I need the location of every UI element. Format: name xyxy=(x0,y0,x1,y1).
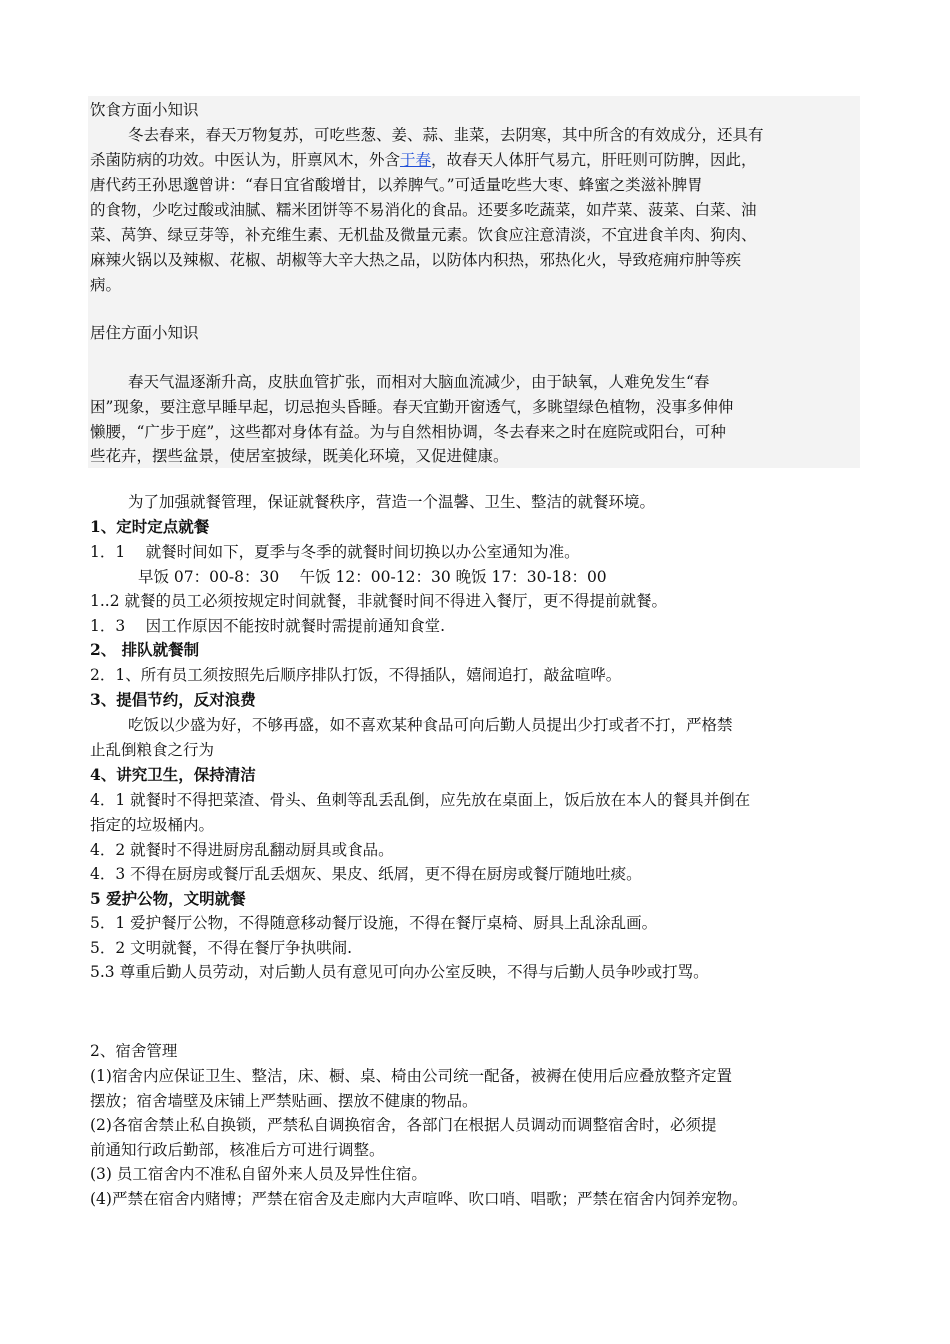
diet-line-4: 的食物，少吃过酸或油腻、糯米团饼等不易消化的食品。还要多吃蔬菜，如芹菜、菠菜、白菜、油 xyxy=(90,201,757,219)
dining-item-4-1a: 4．1 就餐时不得把菜渣、骨头、鱼刺等乱丢乱倒，应先放在桌面上，饭后放在本人的餐具并倒在 xyxy=(90,791,751,809)
spring-link[interactable]: 于春 xyxy=(400,151,432,169)
dining-heading-2: 2、 排队就餐制 xyxy=(90,640,200,659)
diet-line-7: 病。 xyxy=(90,276,122,294)
dining-heading-4: 4、讲究卫生，保持清洁 xyxy=(90,765,256,784)
dining-heading-3: 3、提倡节约，反对浪费 xyxy=(90,690,256,709)
dining-item-1-3: 1．3 因工作原因不能按时就餐时需提前通知食堂. xyxy=(90,617,446,635)
diet-title: 饮食方面小知识 xyxy=(90,101,199,119)
dining-para-3a: 吃饭以少盛为好，不够再盛，如不喜欢某种食品可向后勤人员提出少打或者不打，严格禁 xyxy=(128,716,733,734)
dining-item-5-3: 5.3 尊重后勤人员劳动，对后勤人员有意见可向办公室反映，不得与后勤人员争吵或打骂。 xyxy=(90,963,709,981)
dining-item-4-3: 4．3 不得在厨房或餐厅乱丢烟灰、果皮、纸屑，更不得在厨房或餐厅随地吐痰。 xyxy=(90,865,642,883)
dorm-rule-4: (4)严禁在宿舍内赌博；严禁在宿舍及走廊内大声喧哗、吹口哨、唱歌；严禁在宿舍内饲养宠物。 xyxy=(90,1190,748,1208)
living-line-1: 春天气温逐渐升高，皮肤血管扩张，而相对大脑血流减少，由于缺氧，人难免发生“春 xyxy=(128,373,710,391)
living-line-3: 懒腰，“广步于庭”，这些都对身体有益。为与自然相协调，冬去春来之时在庭院或阳台，可种 xyxy=(90,423,726,441)
living-line-4: 些花卉，摆些盆景，使居室披绿，既美化环境，又促进健康。 xyxy=(90,447,509,465)
dorm-rule-1b: 摆放；宿舍墙壁及床铺上严禁贴画、摆放不健康的物品。 xyxy=(90,1092,478,1110)
dining-item-4-2: 4．2 就餐时不得进厨房乱翻动厨具或食品。 xyxy=(90,841,394,859)
living-title: 居住方面小知识 xyxy=(90,324,199,342)
dining-heading-1: 1、定时定点就餐 xyxy=(90,517,210,536)
dining-item-5-1: 5．1 爱护餐厅公物，不得随意移动餐厅设施，不得在餐厅桌椅、厨具上乱涂乱画。 xyxy=(90,914,658,932)
dorm-title: 2、宿舍管理 xyxy=(90,1042,178,1060)
dorm-rule-3: (3) 员工宿舍内不准私自留外来人员及异性住宿。 xyxy=(90,1165,427,1183)
dining-item-5-2: 5．2 文明就餐，不得在餐厅争执哄闹. xyxy=(90,939,353,957)
dining-item-1-2: 1..2 就餐的员工必须按规定时间就餐，非就餐时间不得进入餐厅，更不得提前就餐。 xyxy=(90,592,668,610)
diet-line-2 xyxy=(90,148,865,172)
diet-line-6: 麻辣火锅以及辣椒、花椒、胡椒等大辛大热之品，以防体内积热，邪热化火，导致疮痈疖肿等疾 xyxy=(90,251,742,269)
dining-item-2-1: 2．1、所有员工须按照先后顺序排队打饭，不得插队，嬉闹追打，敲盆喧哗。 xyxy=(90,666,622,684)
dining-intro: 为了加强就餐管理，保证就餐秩序，营造一个温馨、卫生、整洁的就餐环境。 xyxy=(128,493,656,511)
diet-line-3: 唐代药王孙思邈曾讲：“春日宜省酸增甘，以养脾气。”可适量吃些大枣、蜂蜜之类滋补脾胃 xyxy=(90,176,703,194)
meal-times: 早饭 07：00-8：30 午饭 12：00-12：30 晚饭 17：30-18：00 xyxy=(138,568,607,586)
dining-item-4-1b: 指定的垃圾桶内。 xyxy=(90,816,215,834)
dining-heading-5: 5 爱护公物，文明就餐 xyxy=(90,889,246,908)
dining-item-1-1: 1．1 就餐时间如下，夏季与冬季的就餐时间切换以办公室通知为准。 xyxy=(90,543,580,561)
diet-line-5: 菜、莴笋、绿豆芽等，补充维生素、无机盐及微量元素。饮食应注意清淡，不宜进食羊肉、狗肉、 xyxy=(90,226,757,244)
dorm-rule-2b: 前通知行政后勤部，核准后方可进行调整。 xyxy=(90,1141,385,1159)
diet-line-2a: 杀菌防病的功效。中医认为，肝禀风木，外含 xyxy=(90,151,401,169)
diet-line-2b: ，故春天人体肝气易亢，肝旺则可防脾，因此， xyxy=(431,151,757,169)
diet-line-1: 冬去春来，春天万物复苏，可吃些葱、姜、蒜、韭菜，去阴寒，其中所含的有效成分，还具有 xyxy=(128,126,764,144)
dorm-rule-2a: (2)各宿舍禁止私自换锁，严禁私自调换宿舍，各部门在根据人员调动而调整宿舍时，必须提 xyxy=(90,1116,717,1134)
living-line-2: 困”现象，要注意早睡早起，切忌抱头昏睡。春天宜勤开窗透气，多眺望绿色植物，没事多伸伸 xyxy=(90,398,734,416)
dining-para-3b: 止乱倒粮食之行为 xyxy=(90,741,215,759)
dorm-rule-1a: (1)宿舍内应保证卫生、整洁，床、橱、桌、椅由公司统一配备，被褥在使用后应叠放整齐定置 xyxy=(90,1067,732,1085)
